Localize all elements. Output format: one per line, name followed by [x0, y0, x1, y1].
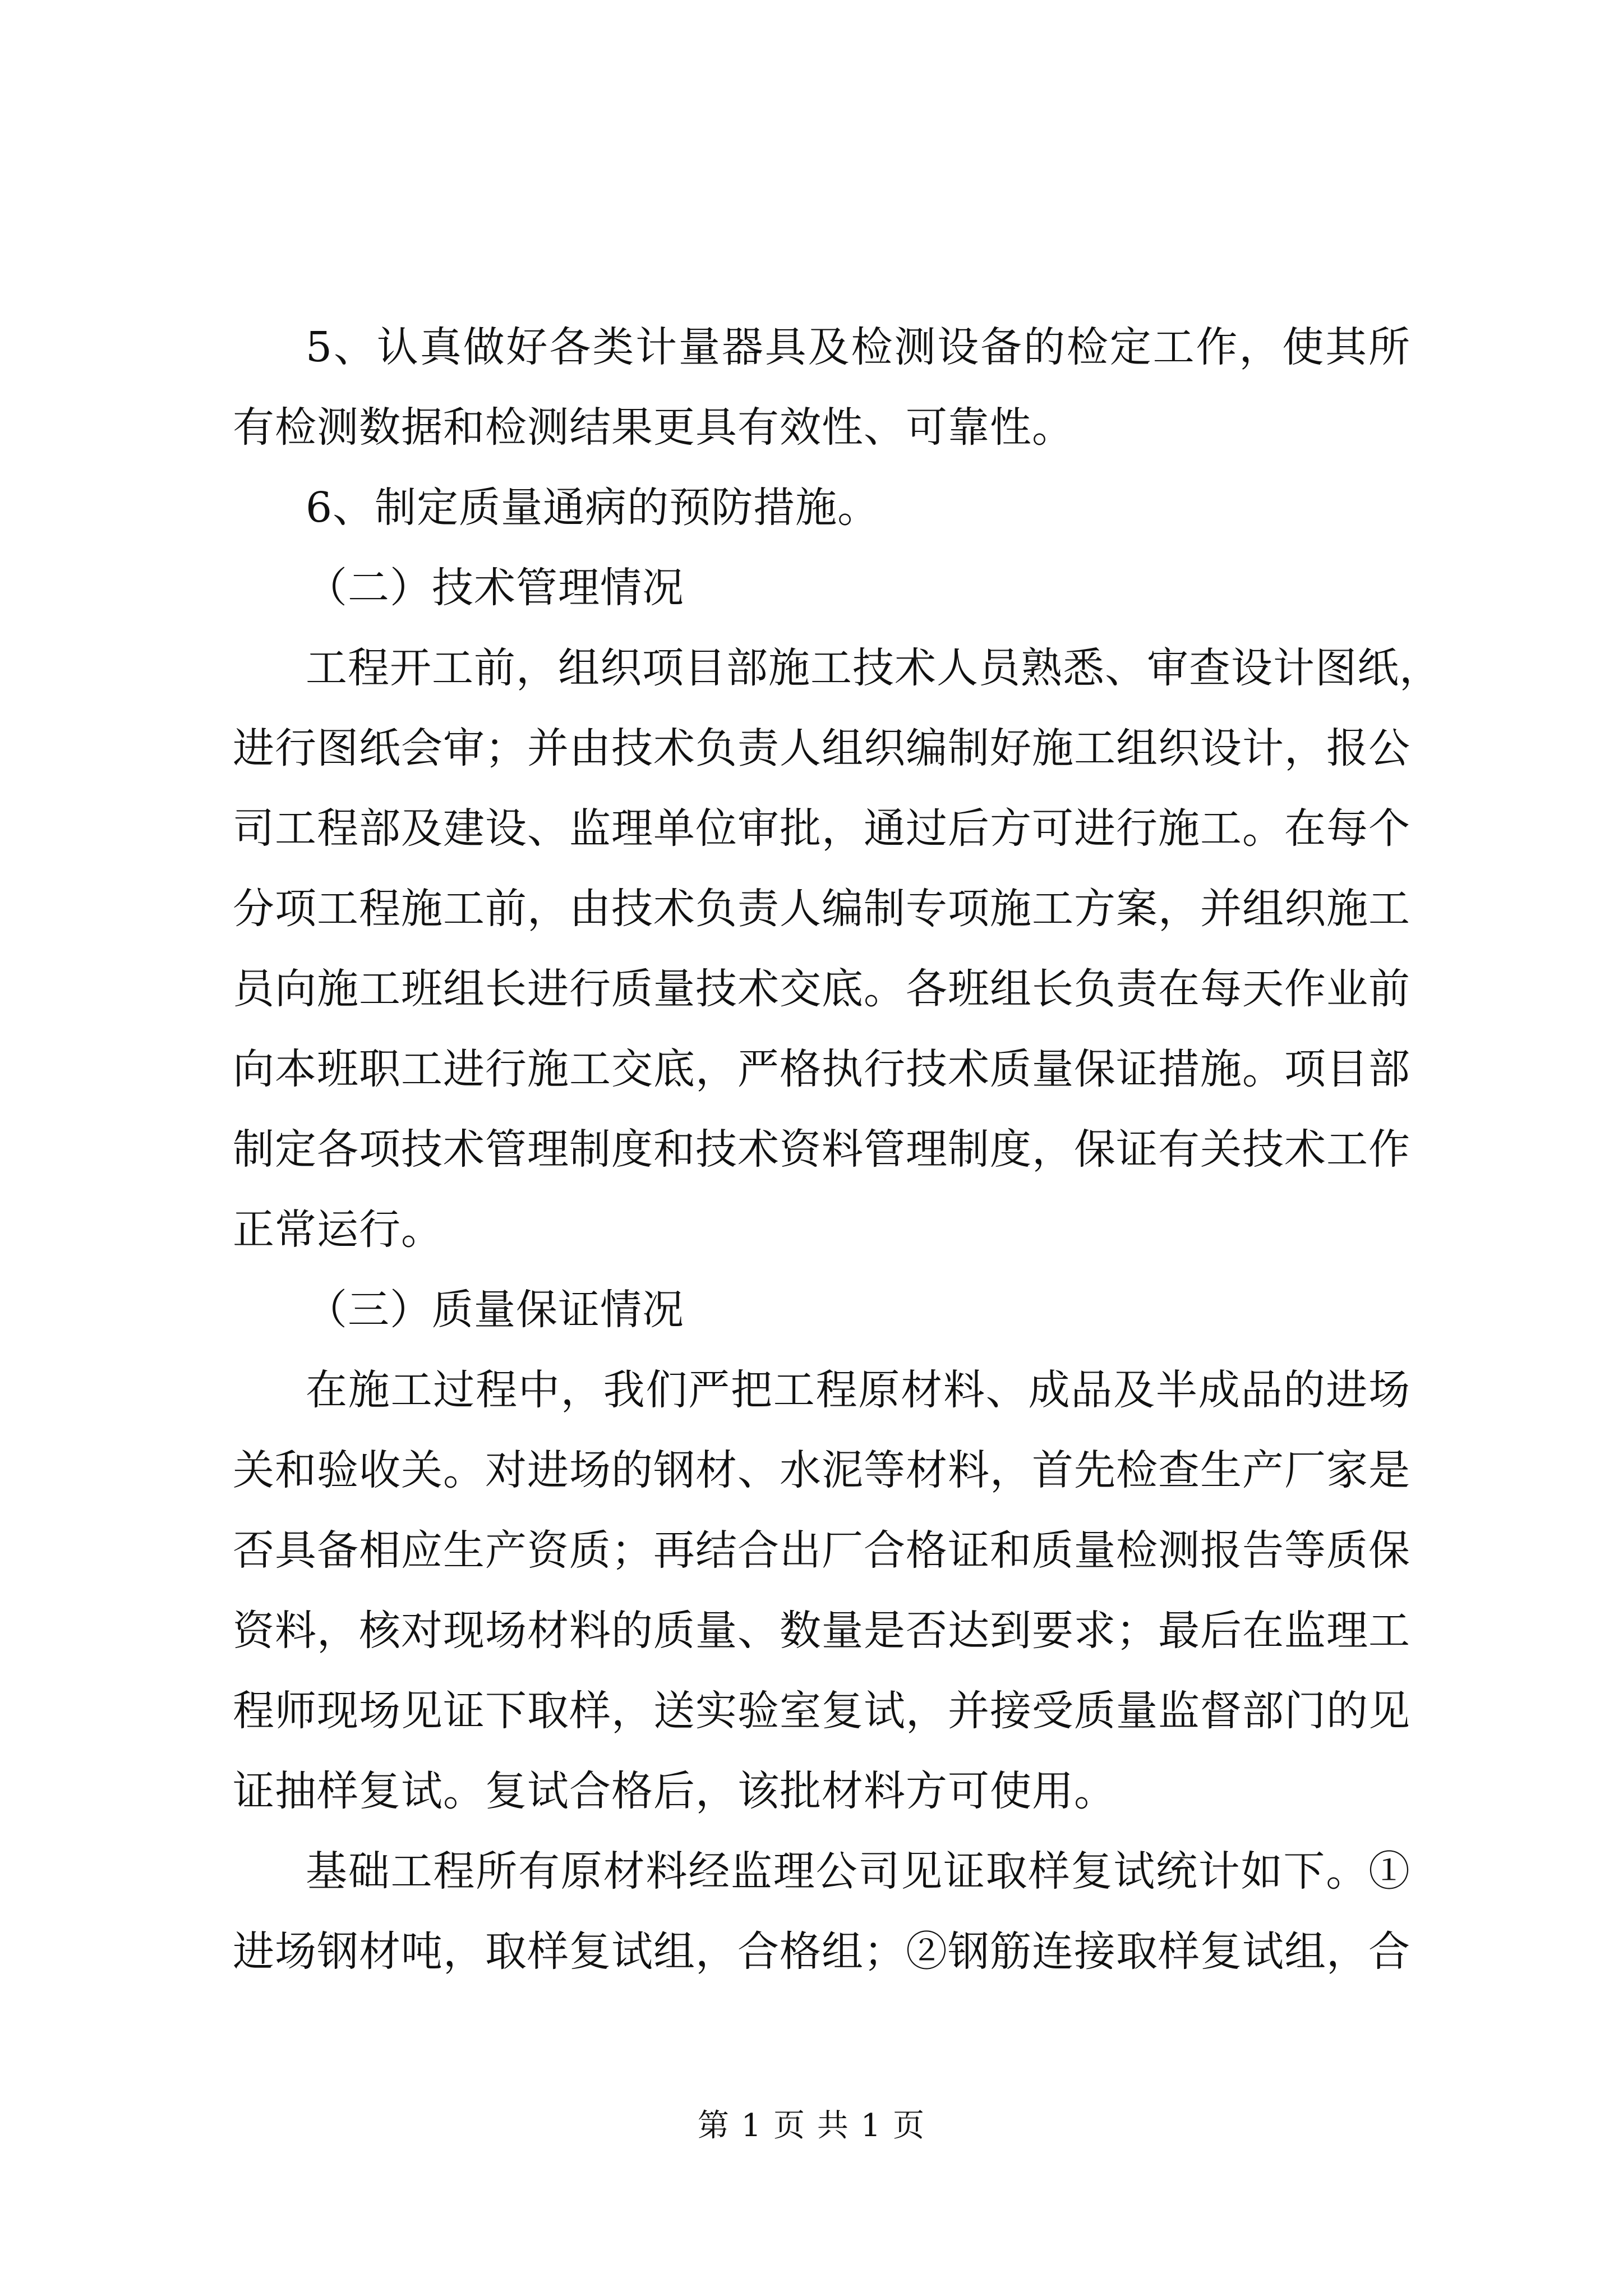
document-body — [233, 307, 1441, 1992]
paragraph-line: 基础工程所有原材料经监理公司见证取样复试统计如下。① — [306, 1847, 1410, 1895]
paragraph-line: 分项工程施工前，由技术负责人编制专项施工方案，并组织施工 — [233, 885, 1410, 933]
paragraph-line: 进行图纸会审；并由技术负责人组织编制好施工组织设计，报公 — [233, 724, 1410, 772]
paragraph-line: 向本班职工进行施工交底，严格执行技术质量保证措施。项目部 — [233, 1045, 1410, 1093]
paragraph-line: 工程开工前，组织项目部施工技术人员熟悉、审查设计图纸， — [306, 644, 1441, 692]
page-footer: 第 1 页 共 1 页 — [697, 2108, 926, 2144]
paragraph-line: 关和验收关。对进场的钢材、水泥等材料，首先检查生产厂家是 — [233, 1446, 1410, 1494]
section-heading: （二）技术管理情况 — [306, 564, 684, 612]
paragraph-line: 5、认真做好各类计量器具及检测设备的检定工作，使其所 — [306, 323, 1410, 371]
paragraph-line: 程师现场见证下取样，送实验室复试，并接受质量监督部门的见 — [233, 1687, 1410, 1735]
paragraph-line: 证抽样复试。复试合格后，该批材料方可使用。 — [233, 1767, 1116, 1815]
paragraph-line: 6、制定质量通病的预防措施。 — [306, 484, 880, 532]
paragraph-line: 制定各项技术管理制度和技术资料管理制度，保证有关技术工作 — [233, 1125, 1410, 1174]
paragraph-line: 有检测数据和检测结果更具有效性、可靠性。 — [233, 403, 1074, 452]
paragraph-line: 在施工过程中，我们严把工程原材料、成品及半成品的进场 — [306, 1366, 1410, 1414]
paragraph-line: 进场钢材吨，取样复试组，合格组；②钢筋连接取样复试组，合 — [233, 1927, 1410, 1976]
paragraph-line: 正常运行。 — [233, 1205, 443, 1254]
paragraph-line: 资料，核对现场材料的质量、数量是否达到要求；最后在监理工 — [233, 1607, 1410, 1655]
section-heading: （三）质量保证情况 — [306, 1286, 684, 1334]
paragraph-line: 否具备相应生产资质；再结合出厂合格证和质量检测报告等质保 — [233, 1526, 1410, 1575]
paragraph-line: 司工程部及建设、监理单位审批，通过后方可进行施工。在每个 — [233, 804, 1410, 853]
paragraph-line: 员向施工班组长进行质量技术交底。各班组长负责在每天作业前 — [233, 965, 1410, 1013]
